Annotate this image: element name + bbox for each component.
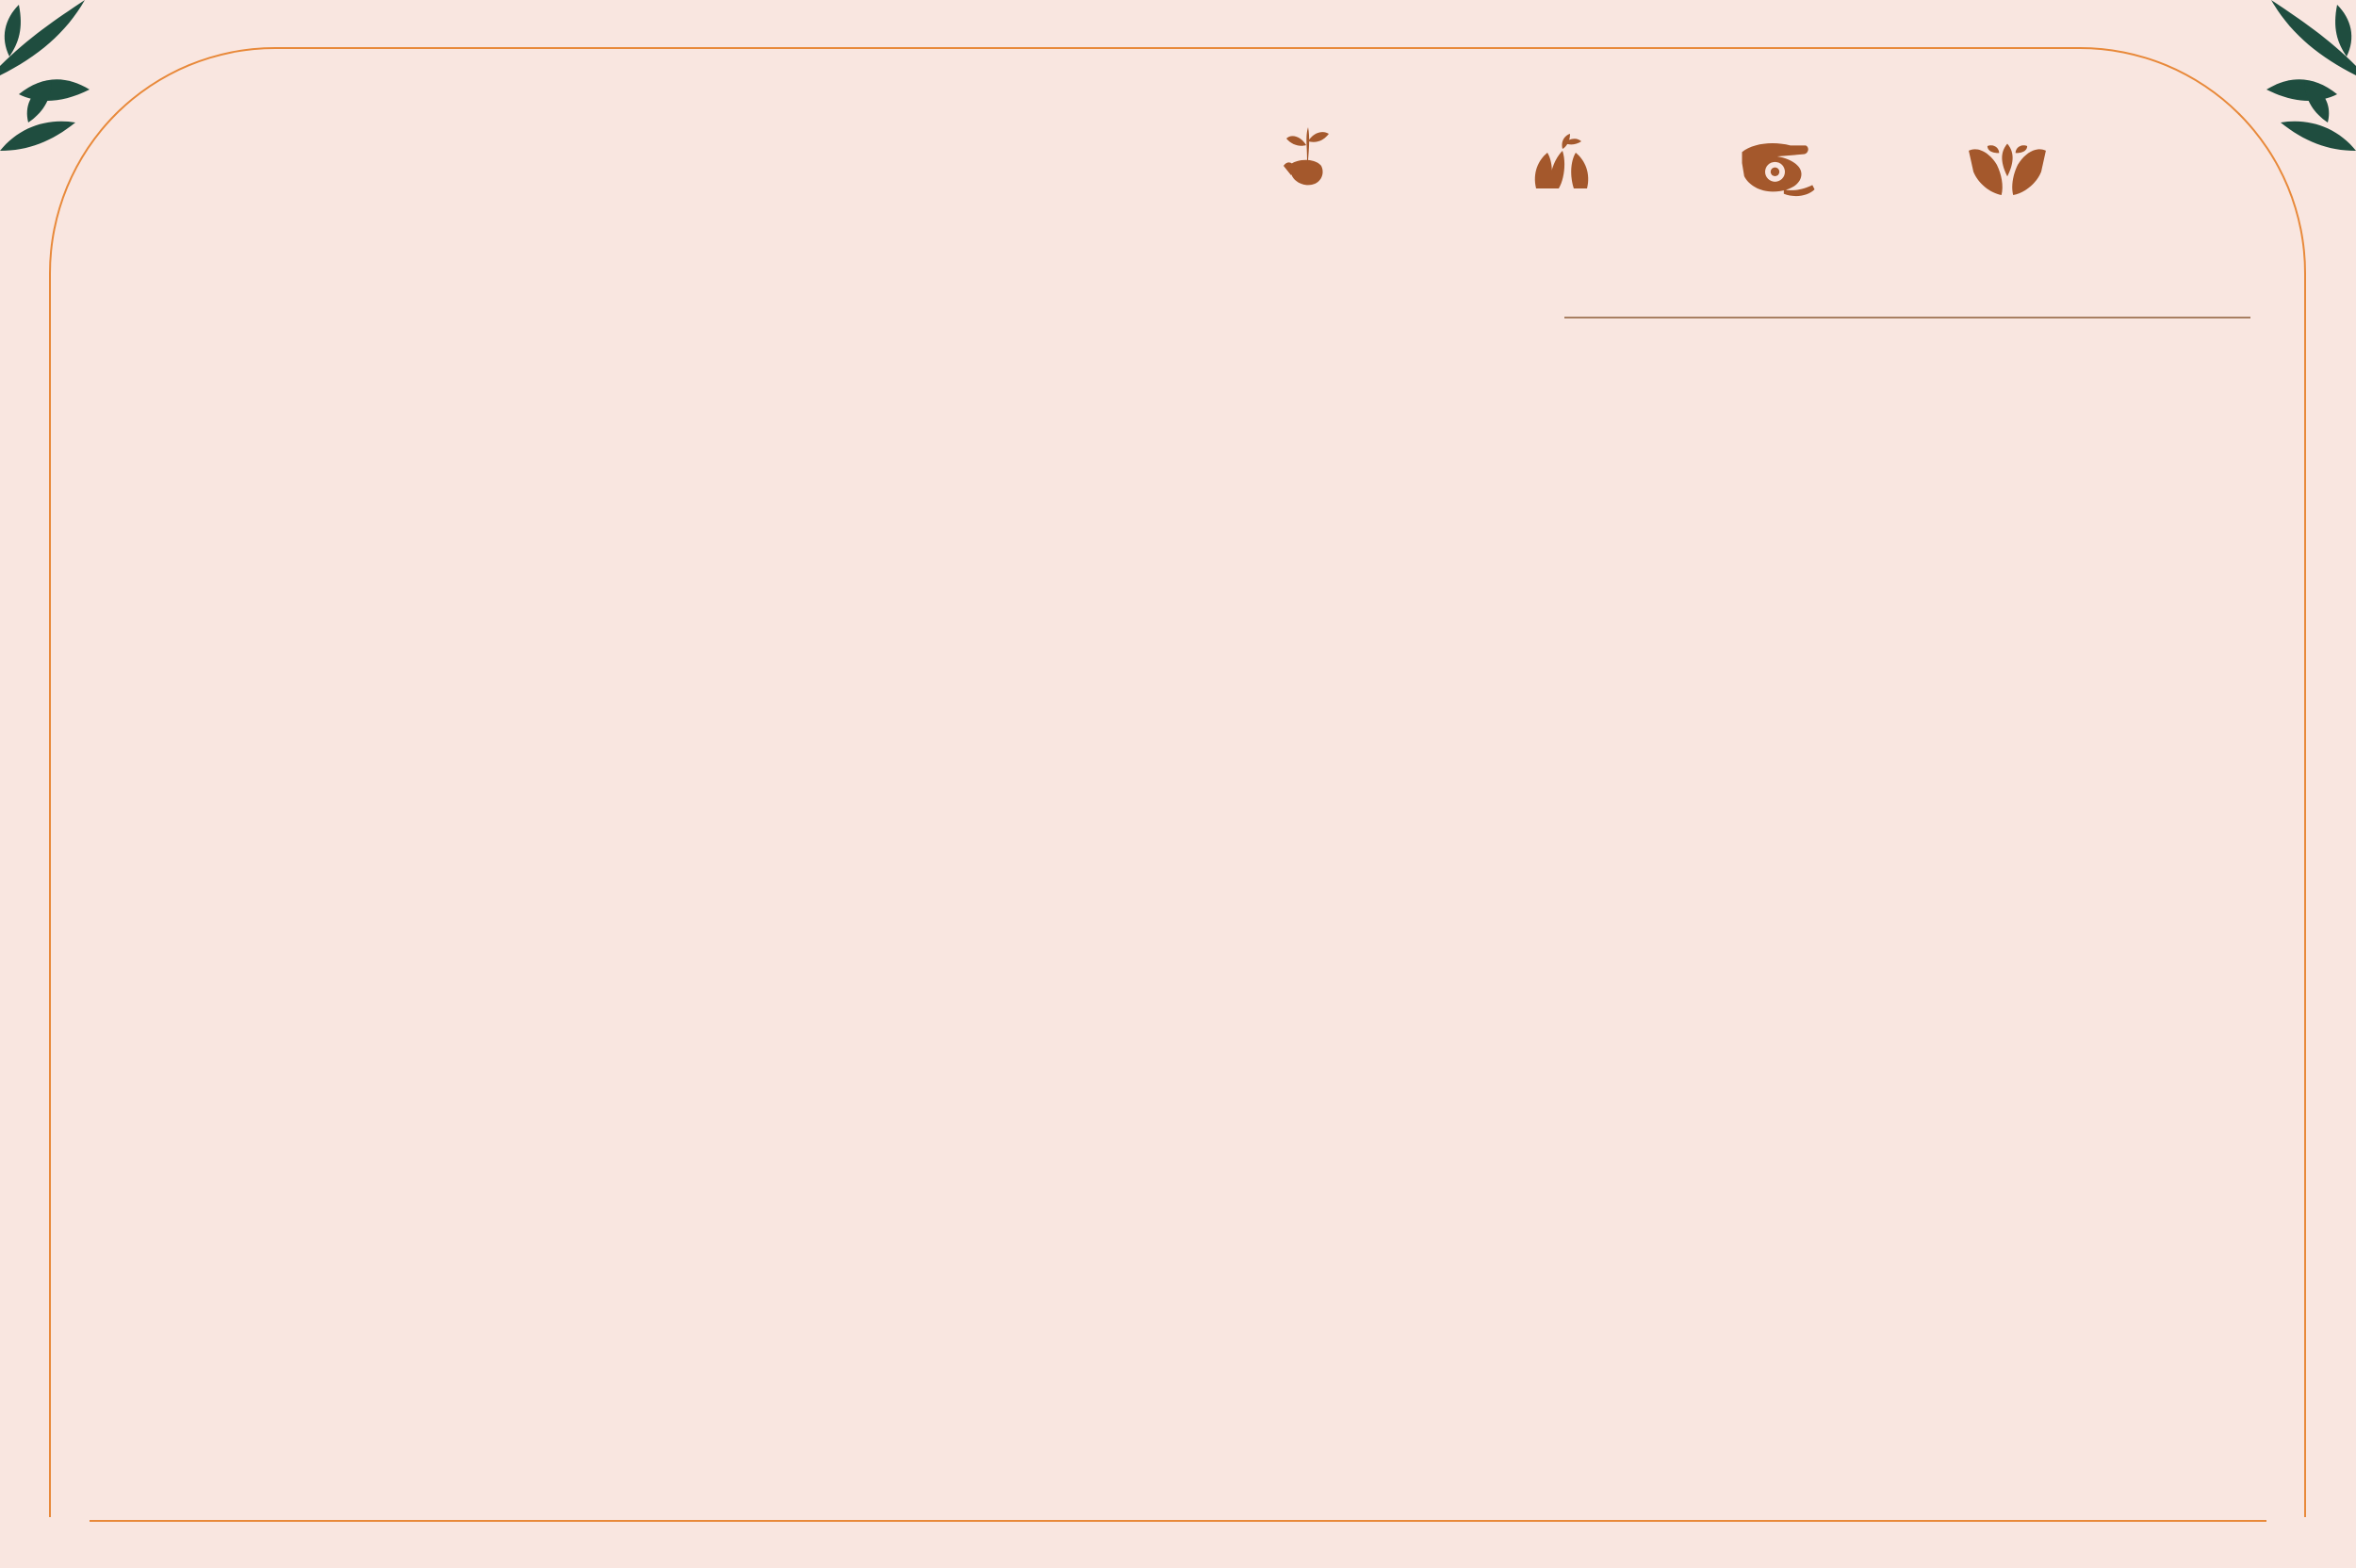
footer-rule: [90, 1520, 2266, 1522]
seul-en-scene-icon: [1274, 122, 1340, 188]
legend-humour: [1739, 137, 1831, 203]
theatre-icon: [1529, 130, 1595, 196]
humour-icon: [1739, 137, 1818, 203]
musique-icon: [1965, 141, 2050, 200]
leaves-right-decoration: [2262, 0, 2356, 179]
legend-musique: [1965, 141, 2063, 200]
legend-theatre: [1529, 130, 1608, 196]
partner-heading-rule: [1564, 317, 2250, 318]
leaves-left-decoration: [0, 0, 94, 179]
page-frame: [49, 47, 2306, 1517]
legend-seul-en-scene: [1274, 122, 1353, 188]
